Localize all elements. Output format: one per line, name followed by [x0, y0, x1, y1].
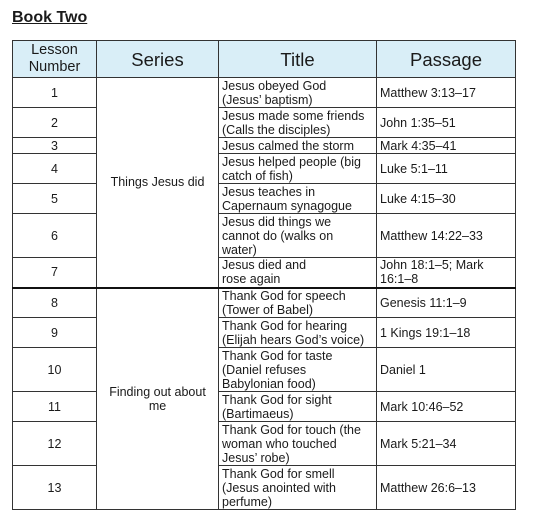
lesson-title: Jesus died and rose again [219, 258, 377, 288]
lesson-title: Jesus did things we cannot do (walks on water) [219, 214, 377, 258]
lesson-number: 9 [13, 318, 97, 348]
document-heading: Book Two [12, 9, 88, 26]
lesson-number: 2 [13, 108, 97, 138]
lesson-title: Jesus made some friends (Calls the disciples) [219, 108, 377, 138]
lesson-title: Thank God for hearing (Elijah hears God’s voice) [219, 318, 377, 348]
lesson-passage: John 1:35–51 [377, 108, 516, 138]
header-series: Series [97, 41, 219, 78]
lesson-title: Jesus calmed the storm [219, 138, 377, 154]
series-cell-things-jesus-did: Things Jesus did [97, 78, 219, 288]
lesson-passage: Luke 4:15–30 [377, 184, 516, 214]
lesson-number: 12 [13, 422, 97, 466]
table-row [13, 154, 516, 184]
lesson-passage: Mark 10:46–52 [377, 392, 516, 422]
series-cell-finding-out-about-me: Finding out about me [97, 288, 219, 510]
lesson-title: Thank God for smell (Jesus anointed with perfume) [219, 466, 377, 510]
lesson-number: 1 [13, 78, 97, 108]
table-row [13, 392, 516, 422]
lesson-number: 10 [13, 348, 97, 392]
lesson-table [12, 40, 516, 510]
lesson-number: 8 [13, 288, 97, 318]
lesson-title: Thank God for touch (the woman who touched Jesus’ robe) [219, 422, 377, 466]
lesson-passage: Matthew 14:22–33 [377, 214, 516, 258]
lesson-passage: Mark 5:21–34 [377, 422, 516, 466]
lesson-passage: Matthew 3:13–17 [377, 78, 516, 108]
header-title: Title [219, 41, 377, 78]
table-row [13, 108, 516, 138]
lesson-passage: Matthew 26:6–13 [377, 466, 516, 510]
lesson-title: Jesus teaches in Capernaum synagogue [219, 184, 377, 214]
table-row [13, 466, 516, 510]
header-passage: Passage [377, 41, 516, 78]
lesson-number: 5 [13, 184, 97, 214]
table-row [13, 214, 516, 258]
table-row [13, 258, 516, 288]
lesson-number: 3 [13, 138, 97, 154]
lesson-number: 11 [13, 392, 97, 422]
lesson-title: Jesus helped people (big catch of fish) [219, 154, 377, 184]
table-row [13, 422, 516, 466]
lesson-title: Thank God for sight (Bartimaeus) [219, 392, 377, 422]
table-row [13, 78, 516, 108]
lesson-passage: Daniel 1 [377, 348, 516, 392]
table-row [13, 184, 516, 214]
lesson-passage: Luke 5:1–11 [377, 154, 516, 184]
lesson-title: Jesus obeyed God (Jesus’ baptism) [219, 78, 377, 108]
lesson-number: 13 [13, 466, 97, 510]
lesson-number: 4 [13, 154, 97, 184]
lesson-passage: 1 Kings 19:1–18 [377, 318, 516, 348]
header-lesson-number: Lesson Number [13, 41, 97, 78]
lesson-number: 6 [13, 214, 97, 258]
lesson-number: 7 [13, 258, 97, 288]
lesson-title: Thank God for speech (Tower of Babel) [219, 288, 377, 318]
table-row [13, 318, 516, 348]
lesson-passage: Genesis 11:1–9 [377, 288, 516, 318]
table-row [13, 138, 516, 154]
lesson-passage: Mark 4:35–41 [377, 138, 516, 154]
lesson-title: Thank God for taste (Daniel refuses Babylonian food) [219, 348, 377, 392]
table-header-row [13, 41, 516, 78]
table-row [13, 288, 516, 318]
lesson-passage: John 18:1–5; Mark 16:1–8 [377, 258, 516, 288]
table-row [13, 348, 516, 392]
